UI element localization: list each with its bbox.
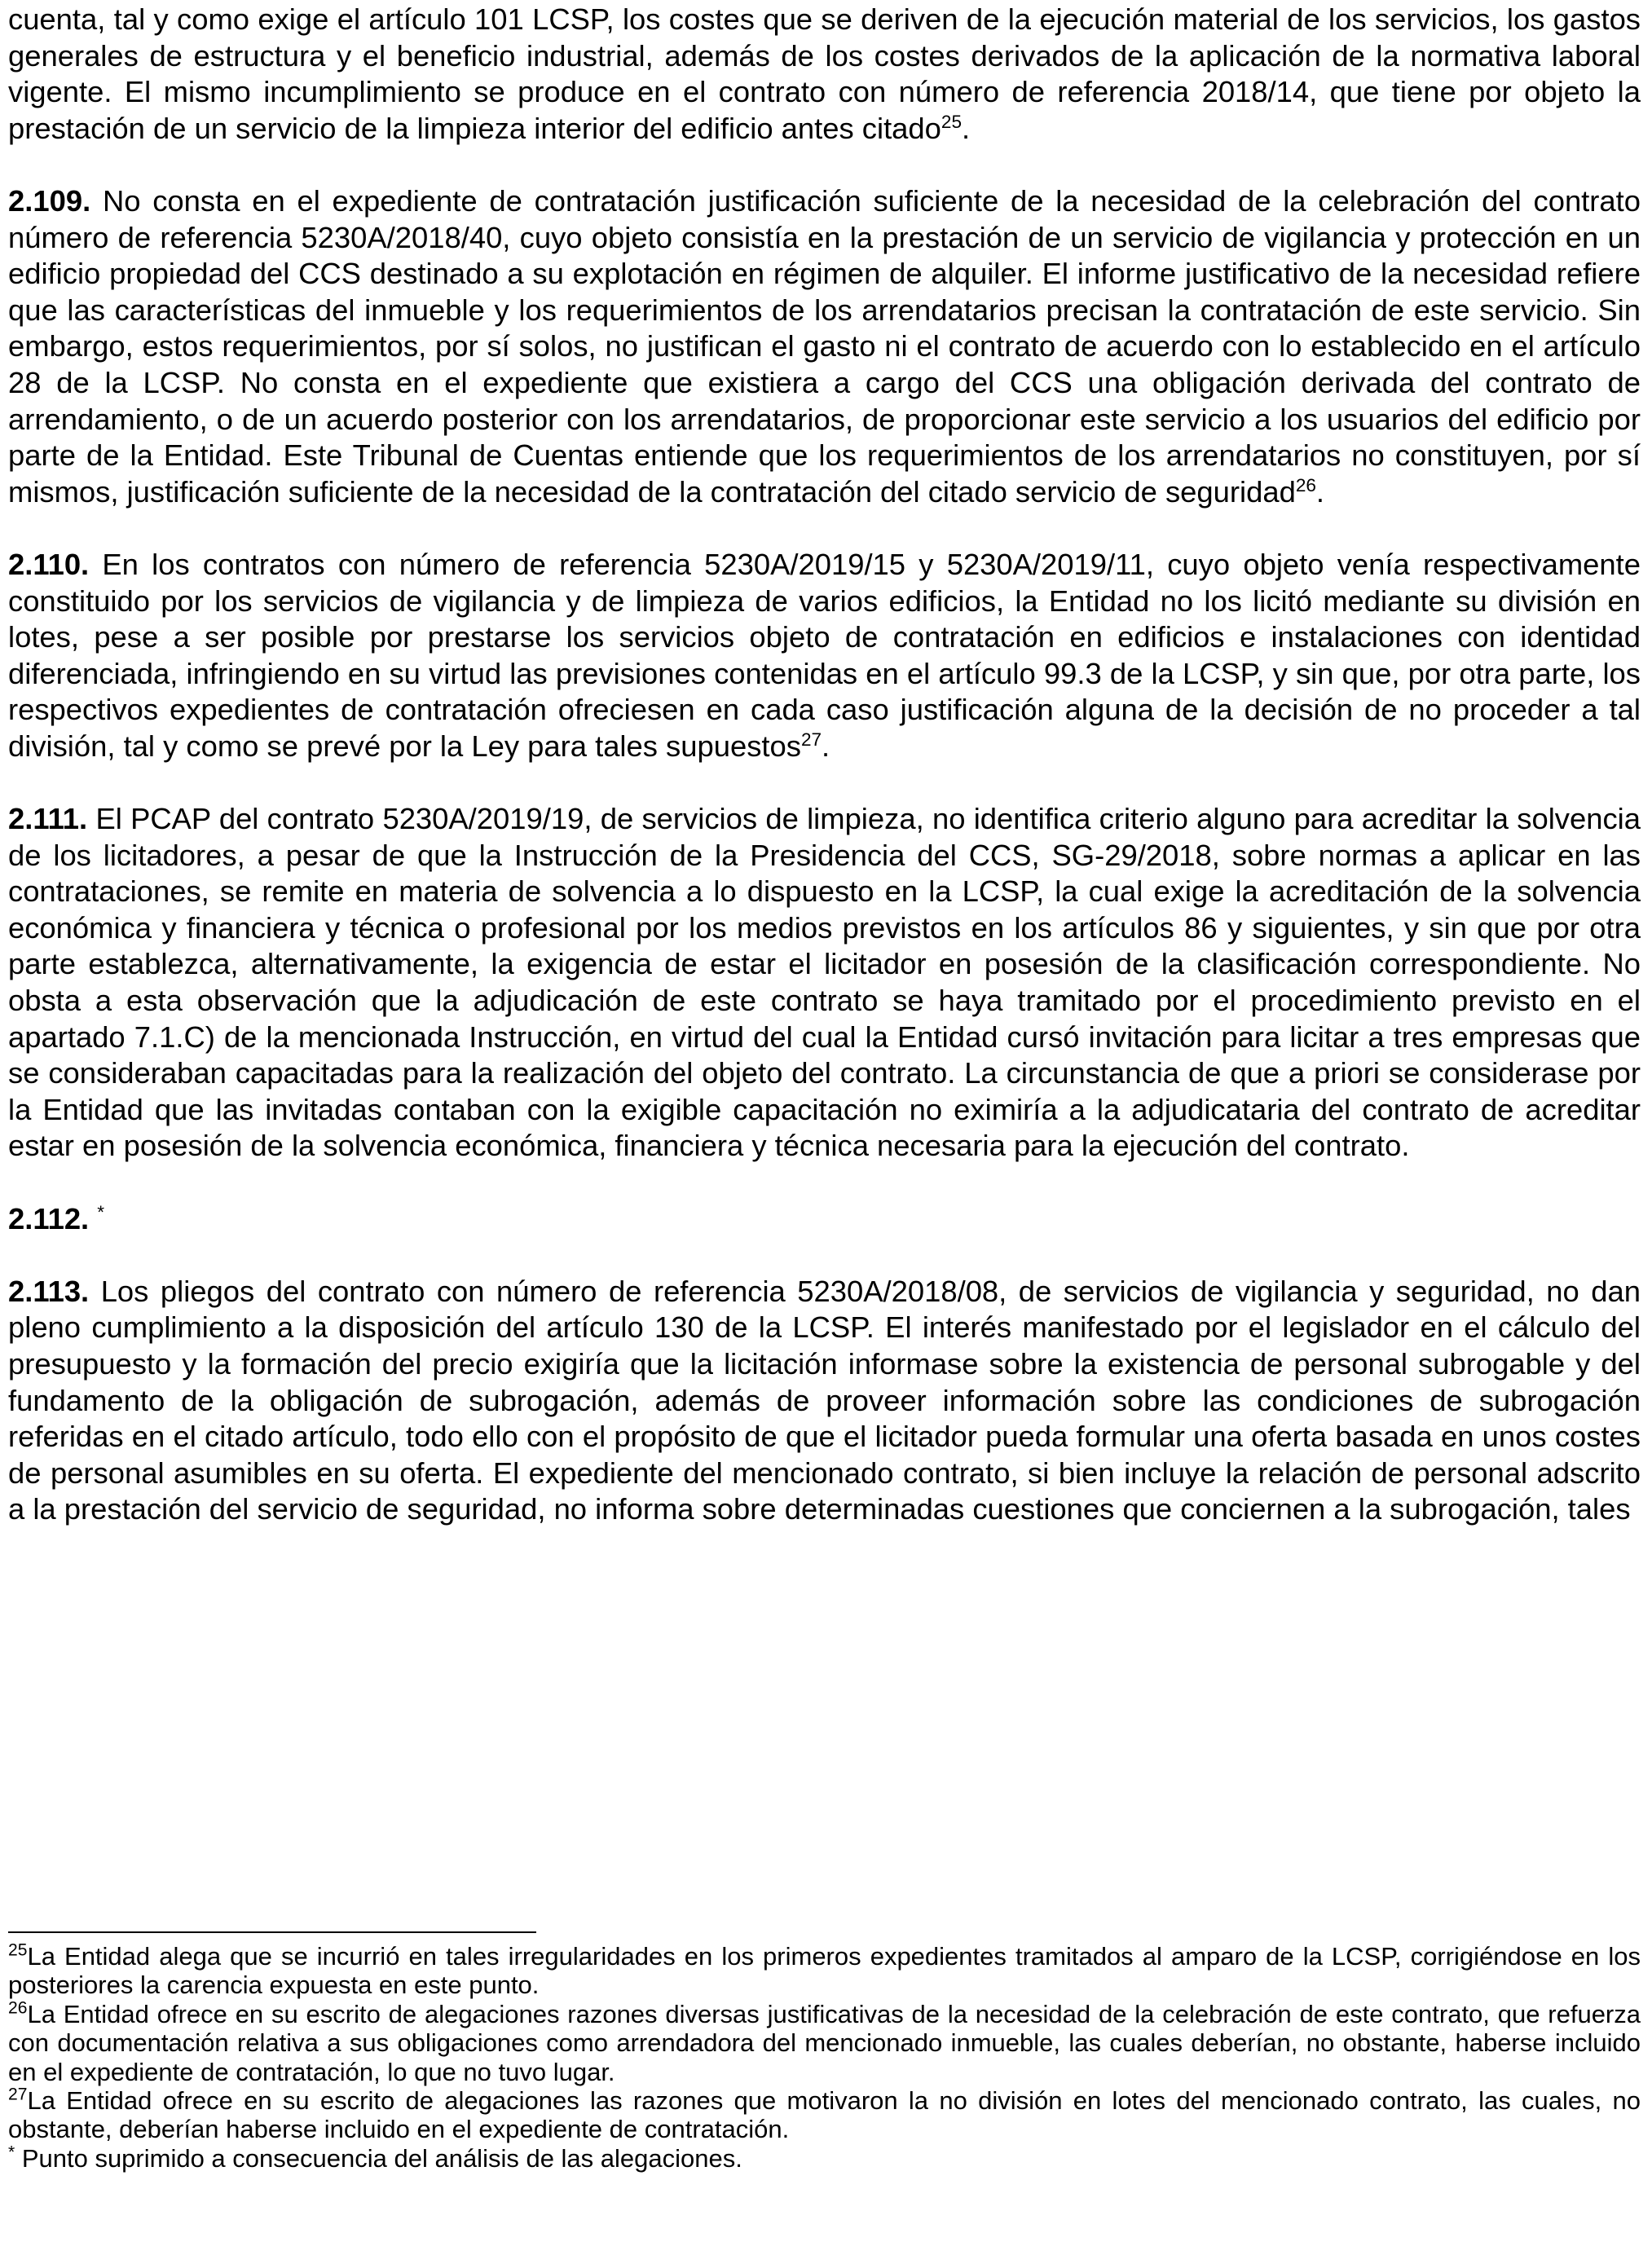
footnotes (8, 1942, 1641, 2173)
footnote-asterisk (8, 2144, 1641, 2173)
paragraph-number: 2.113. (8, 1274, 90, 1308)
paragraph-2-112 (8, 1201, 1641, 1238)
paragraph-text-end: . (962, 111, 971, 145)
paragraph-text: No consta en el expediente de contratación justificación suficiente de la necesidad de la celebración del contrato número de referencia 5230A/2018/40, cuyo objeto consistía en la prestación de un servicio de vigilancia y protección en un edificio propiedad del CCS destinado a su explotación en régimen de alquiler. El informe justificativo de la necesidad refiere que las características del inmueble y los requerimientos de los arrendatarios precisan la contratación de este servicio. Sin embargo, estos requerimientos, por sí solos, no justifican el gasto ni el contrato de acuerdo con lo establecido en el artículo 28 de la LCSP. No consta en el expediente que existiera a cargo del CCS una obligación derivada del contrato de arrendamiento, o de un acuerdo posterior con los arrendatarios, de proporcionar este servicio a los usuarios del edificio por parte de la Entidad. Este Tribunal de Cuentas entiende que los requerimientos de los arrendatarios no constituyen, por sí mismos, justificación suficiente de la necesidad de la contratación del citado servicio de seguridad (8, 183, 1641, 509)
paragraph-text: Los pliegos del contrato con número de referencia 5230A/2018/08, de servicios de vigilancia y seguridad, no dan pleno cumplimiento a la disposición del artículo 130 de la LCSP. El interés manifestado por el legislador en el cálculo del presupuesto y la formación del precio exigiría que la licitación informase sobre la existencia de personal subrogable y del fundamento de la obligación de subrogación, además de proveer información sobre las condiciones de subrogación referidas en el citado artículo, todo ello con el propósito de que el licitador pueda formular una oferta basada en unos costes de personal asumibles en su oferta. El expediente del mencionado contrato, si bien incluye la relación de personal adscrito a la prestación del servicio de seguridad, no informa sobre determinadas cuestiones que conciernen a la subrogación, tales (8, 1274, 1641, 1526)
footnote-text: La Entidad ofrece en su escrito de alegaciones razones diversas justificativas de la necesidad de la celebración de este contrato, que refuerza con documentación relativa a sus obligaciones como arrendadora del mencionado inmueble, las cuales deberían, no obstante, haberse incluido en el expediente de contratación, lo que no tuvo lugar. (8, 1999, 1641, 2086)
paragraph-number: 2.110. (8, 547, 90, 581)
paragraph-number: 2.109. (8, 183, 91, 218)
paragraph-2-111 (8, 801, 1641, 1165)
document-body (8, 2, 1641, 1565)
paragraph-text (89, 1202, 97, 1235)
footnote-mark: 27 (8, 2085, 28, 2104)
footnote-text: La Entidad ofrece en su escrito de alegaciones las razones que motivaron la no división en lotes del mencionado contrato, las cuales, no obstante, deberían haberse incluido en el expediente de contratación. (8, 2086, 1641, 2144)
footnote-mark: 26 (8, 1998, 28, 2018)
paragraph-text: cuenta, tal y como exige el artículo 101 LCSP, los costes que se deriven de la ejecución material de los servicios, los gastos generales de estructura y el beneficio industrial, además de los costes derivados de la aplicación de la normativa laboral vigente. El mismo incumplimiento se produce en el contrato con número de referencia 2018/14, que tiene por objeto la prestación de un servicio de la limpieza interior del edificio antes citado (8, 2, 1641, 145)
footnote-text: La Entidad alega que se incurrió en tales irregularidades en los primeros expedientes tramitados al amparo de la LCSP, corrigiéndose en los posteriores la carencia expuesta en este punto. (8, 1942, 1641, 2000)
paragraph-text-end: . (1315, 474, 1325, 509)
footnote-25 (8, 1942, 1641, 2000)
paragraph-2-109 (8, 183, 1641, 510)
footnote-ref-26: 26 (1295, 474, 1316, 495)
paragraph-text: En los contratos con número de referencia 5230A/2019/15 y 5230A/2019/11, cuyo objeto venía respectivamente constituido por los servicios de vigilancia y de limpieza de varios edificios, la Entidad no los licitó mediante su división en lotes, pese a ser posible por prestarse los servicios objeto de contratación en edificios e instalaciones con identidad diferenciada, infringiendo en su virtud las previsiones contenidas en el artículo 99.3 de la LCSP, y sin que, por otra parte, los respectivos expedientes de contratación ofreciesen en cada caso justificación alguna de la decisión de no proceder a tal división, tal y como se prevé por la Ley para tales supuestos (8, 547, 1641, 763)
paragraph-text: El PCAP del contrato 5230A/2019/19, de servicios de limpieza, no identifica criterio alguno para acreditar la solvencia de los licitadores, a pesar de que la Instrucción de la Presidencia del CCS, SG-29/2018, sobre normas a aplicar en las contrataciones, se remite en materia de solvencia a lo dispuesto en la LCSP, la cual exige la acreditación de la solvencia económica y financiera y técnica o profesional por los medios previstos en los artículos 86 y siguientes, y sin que por otra parte establezca, alternativamente, la exigencia de estar el licitador en posesión de la clasificación correspondiente. No obsta a esta observación que la adjudicación de este contrato se haya tramitado por el procedimiento previsto en el apartado 7.1.C) de la mencionada Instrucción, en virtud del cual la Entidad cursó invitación para licitar a tres empresas que se consideraban capacitadas para la realización del objeto del contrato. La circunstancia de que a priori se considerase por la Entidad que las invitadas contaban con la exigible capacitación no eximiría a la adjudicataria del contrato de acreditar estar en posesión de la solvencia económica, financiera y técnica necesaria para la ejecución del contrato. (8, 802, 1641, 1163)
footnote-text: Punto suprimido a consecuencia del análisis de las alegaciones. (15, 2143, 742, 2173)
paragraph-2-113 (8, 1274, 1641, 1528)
paragraph-number: 2.111. (8, 802, 88, 836)
paragraph-2-110 (8, 547, 1641, 765)
footnote-separator (8, 1931, 536, 1933)
footnote-mark: * (8, 2143, 15, 2162)
footnote-27 (8, 2086, 1641, 2144)
footnote-mark: 25 (8, 1940, 28, 1960)
footnote-ref-asterisk: * (97, 1201, 105, 1222)
footnote-ref-27: 27 (800, 729, 822, 750)
footnote-ref-25: 25 (941, 111, 962, 132)
paragraph-number: 2.112. (8, 1201, 90, 1235)
footnote-26 (8, 2000, 1641, 2086)
paragraph-continuation (8, 2, 1641, 147)
paragraph-text-end: . (822, 729, 830, 763)
